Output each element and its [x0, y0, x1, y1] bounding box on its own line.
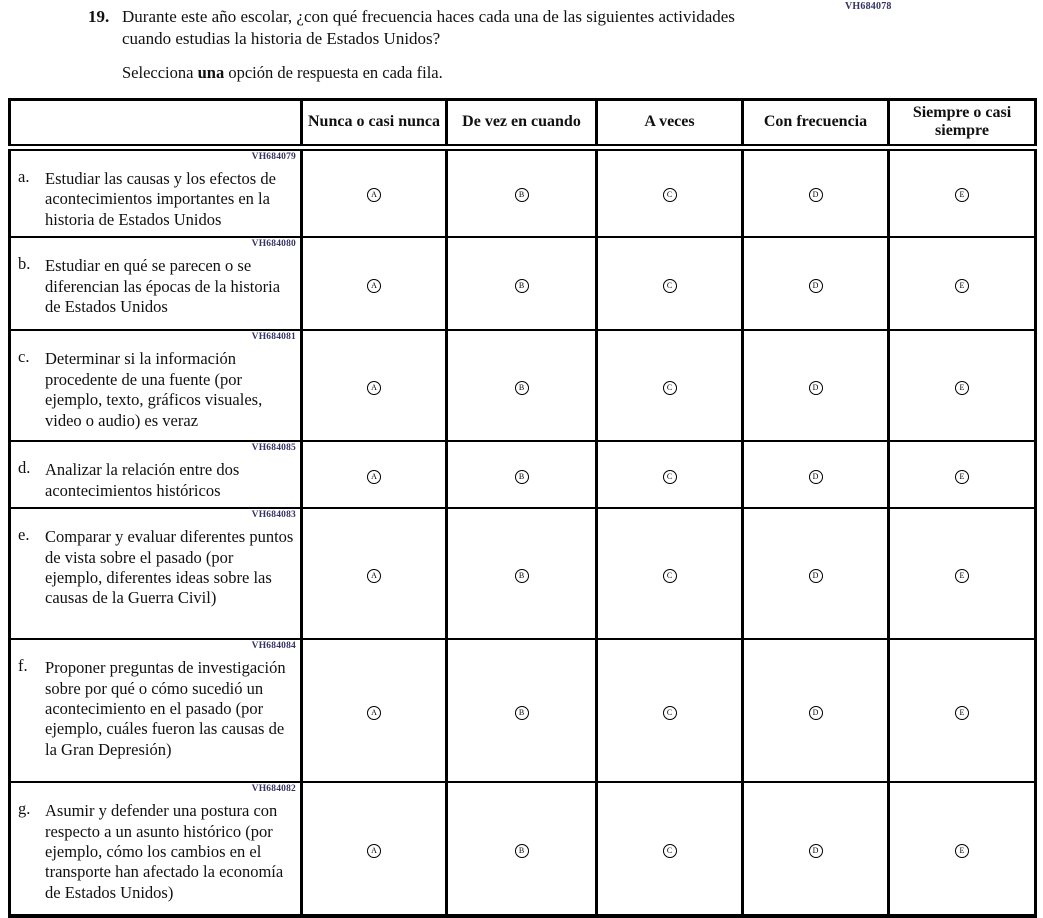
item-text: Asumir y defender una postura con respecto a un asunto histórico (por ejemplo, cómo los cambios en el transporte han afectado la economía de Estados Unidos) — [45, 801, 284, 902]
item-text: Analizar la relación entre dos acontecimientos históricos — [45, 460, 240, 500]
item-variable-code: VH684085 — [251, 443, 296, 454]
radio-row-b-option-b[interactable]: B — [515, 279, 529, 293]
option-cell — [302, 508, 447, 639]
radio-row-e-option-d[interactable]: D — [809, 569, 823, 583]
option-cell — [743, 782, 889, 916]
option-cell — [743, 147, 889, 237]
item-letter: f. — [18, 656, 28, 676]
option-cell — [597, 237, 743, 330]
radio-row-d-option-c[interactable]: C — [663, 470, 677, 484]
table-row-d — [10, 441, 1036, 508]
item-text: Estudiar en qué se parecen o se diferencian las épocas de la historia de Estados Unidos — [45, 256, 281, 317]
radio-row-c-option-d[interactable]: D — [809, 381, 823, 395]
table-row-a — [10, 147, 1036, 237]
item-variable-code: VH684079 — [251, 151, 296, 162]
instruction-bold-word: una — [197, 63, 225, 83]
radio-row-e-option-e[interactable]: E — [955, 569, 969, 583]
option-cell — [447, 508, 597, 639]
radio-row-d-option-a[interactable]: A — [367, 470, 381, 484]
option-cell — [743, 508, 889, 639]
question-number: 19. — [88, 7, 110, 26]
radio-row-f-option-e[interactable]: E — [955, 706, 969, 720]
radio-row-f-option-c[interactable]: C — [663, 706, 677, 720]
option-cell — [447, 237, 597, 330]
radio-row-a-option-c[interactable]: C — [663, 188, 677, 202]
item-stem-cell — [10, 330, 302, 441]
option-cell — [889, 237, 1036, 330]
radio-row-b-option-e[interactable]: E — [955, 279, 969, 293]
item-text: Estudiar las causas y los efectos de acontecimientos importantes en la historia de Estados Unidos — [45, 168, 276, 229]
radio-row-e-option-a[interactable]: A — [367, 569, 381, 583]
item-stem-cell — [10, 441, 302, 508]
item-variable-code: VH684080 — [251, 239, 296, 250]
column-header-con-frecuencia: Con frecuencia — [743, 100, 889, 148]
item-letter: a. — [18, 166, 30, 186]
option-cell — [889, 330, 1036, 441]
response-matrix-table — [8, 98, 1037, 918]
table-row-e — [10, 508, 1036, 639]
radio-row-c-option-a[interactable]: A — [367, 381, 381, 395]
option-cell — [743, 330, 889, 441]
item-letter: b. — [18, 254, 31, 274]
item-stem-cell — [10, 147, 302, 237]
item-letter: g. — [18, 799, 31, 819]
item-accession-code: VH684078 — [845, 1, 892, 12]
radio-row-g-option-b[interactable]: B — [515, 844, 529, 858]
option-cell — [743, 237, 889, 330]
item-stem-cell — [10, 782, 302, 916]
item-text: Proponer preguntas de investigación sobre por qué o cómo sucedió un acontecimiento en el pasado (por ejemplo, cuáles fueron las causas de la Gran Depresión) — [45, 658, 286, 759]
option-cell — [889, 147, 1036, 237]
option-cell — [447, 330, 597, 441]
option-cell — [597, 782, 743, 916]
option-cell — [889, 441, 1036, 508]
option-cell — [447, 147, 597, 237]
option-cell — [597, 147, 743, 237]
option-cell — [597, 508, 743, 639]
radio-row-e-option-c[interactable]: C — [663, 569, 677, 583]
radio-row-c-option-e[interactable]: E — [955, 381, 969, 395]
radio-row-e-option-b[interactable]: B — [515, 569, 529, 583]
table-header-row — [10, 100, 1036, 148]
radio-row-d-option-b[interactable]: B — [515, 470, 529, 484]
radio-row-b-option-c[interactable]: C — [663, 279, 677, 293]
item-variable-code: VH684083 — [251, 510, 296, 521]
item-letter: c. — [18, 347, 30, 367]
radio-row-c-option-b[interactable]: B — [515, 381, 529, 395]
option-cell — [889, 508, 1036, 639]
radio-row-b-option-d[interactable]: D — [809, 279, 823, 293]
instruction-suffix: opción de respuesta en cada fila. — [224, 63, 443, 83]
option-cell — [889, 639, 1036, 782]
option-cell — [743, 441, 889, 508]
radio-row-b-option-a[interactable]: A — [367, 279, 381, 293]
item-letter: d. — [18, 458, 31, 478]
column-header-nunca: Nunca o casi nunca — [302, 100, 447, 148]
header-empty-cell — [10, 100, 302, 148]
radio-row-f-option-d[interactable]: D — [809, 706, 823, 720]
table-row-g — [10, 782, 1036, 916]
option-cell — [302, 147, 447, 237]
column-header-a-veces: A veces — [597, 100, 743, 148]
column-header-siempre: Siempre o casi siempre — [889, 100, 1036, 148]
option-cell — [302, 639, 447, 782]
item-stem-cell — [10, 639, 302, 782]
radio-row-a-option-d[interactable]: D — [809, 188, 823, 202]
radio-row-d-option-e[interactable]: E — [955, 470, 969, 484]
table-row-f — [10, 639, 1036, 782]
option-cell — [597, 441, 743, 508]
item-text: Comparar y evaluar diferentes puntos de vista sobre el pasado (por ejemplo, diferentes ideas sobre las causas de la Guerra Civil) — [45, 527, 294, 608]
item-letter: e. — [18, 525, 30, 545]
item-variable-code: VH684084 — [251, 641, 296, 652]
column-header-de-vez-en-cuando: De vez en cuando — [447, 100, 597, 148]
instruction-prefix: Selecciona — [122, 63, 198, 83]
option-cell — [302, 330, 447, 441]
radio-row-c-option-c[interactable]: C — [663, 381, 677, 395]
item-stem-cell — [10, 508, 302, 639]
question-text: Durante este año escolar, ¿con qué frecuencia haces cada una de las siguientes actividades cuando estudias la historia de Estados Unidos? — [122, 7, 735, 49]
item-variable-code: VH684081 — [251, 332, 296, 343]
table-row-c — [10, 330, 1036, 441]
option-cell — [302, 782, 447, 916]
item-stem-cell — [10, 237, 302, 330]
radio-row-g-option-a[interactable]: A — [367, 844, 381, 858]
radio-row-g-option-d[interactable]: D — [809, 844, 823, 858]
table-row-b — [10, 237, 1036, 330]
radio-row-d-option-d[interactable]: D — [809, 470, 823, 484]
option-cell — [743, 639, 889, 782]
radio-row-f-option-b[interactable]: B — [515, 706, 529, 720]
question-block — [88, 6, 768, 83]
option-cell — [447, 782, 597, 916]
option-cell — [302, 441, 447, 508]
question-instruction — [122, 63, 768, 83]
option-cell — [597, 330, 743, 441]
radio-row-g-option-c[interactable]: C — [663, 844, 677, 858]
option-cell — [447, 441, 597, 508]
option-cell — [889, 782, 1036, 916]
option-cell — [447, 639, 597, 782]
option-cell — [597, 639, 743, 782]
radio-row-g-option-e[interactable]: E — [955, 844, 969, 858]
radio-row-a-option-e[interactable]: E — [955, 188, 969, 202]
item-variable-code: VH684082 — [251, 784, 296, 795]
item-text: Determinar si la información procedente de una fuente (por ejemplo, texto, gráficos visuales, video o audio) es veraz — [45, 349, 263, 430]
option-cell — [302, 237, 447, 330]
radio-row-a-option-b[interactable]: B — [515, 188, 529, 202]
radio-row-a-option-a[interactable]: A — [367, 188, 381, 202]
radio-row-f-option-a[interactable]: A — [367, 706, 381, 720]
